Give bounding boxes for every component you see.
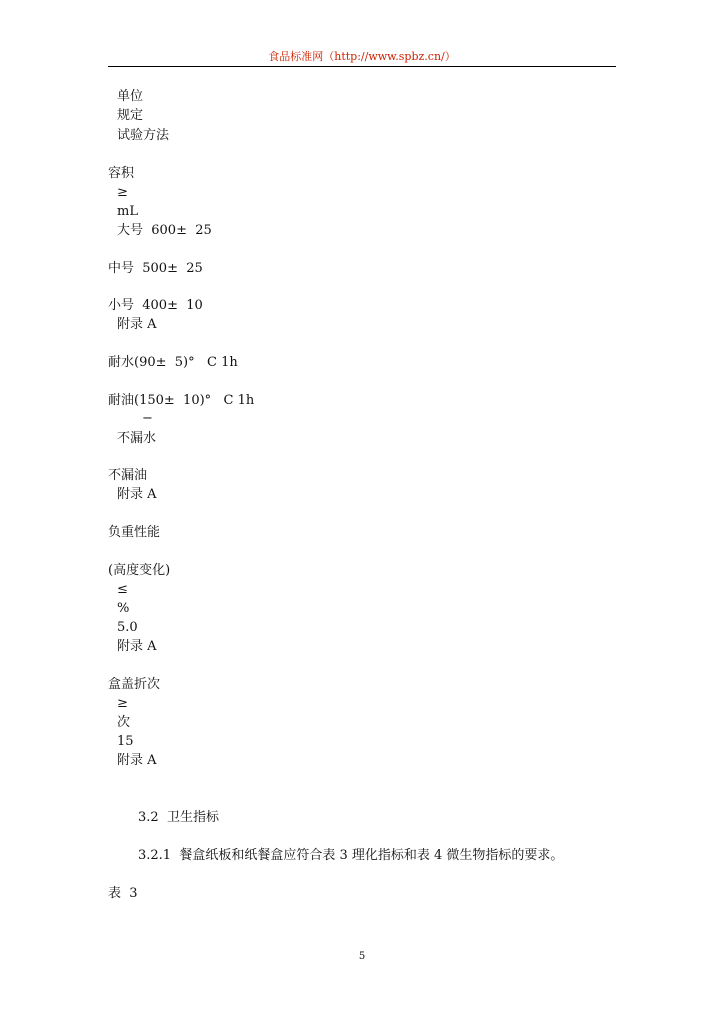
cell-value-5: 5.0 — [117, 620, 138, 635]
page-number: 5 — [358, 951, 366, 962]
cell-unit-ml: mL — [117, 204, 138, 219]
table-3-label: 表 3 — [108, 886, 138, 901]
cell-value-15: 15 — [117, 734, 134, 749]
header-rule — [108, 66, 616, 67]
cell-lte: ≤ — [117, 582, 128, 597]
cell-unit: 单位 — [117, 89, 144, 104]
cell-unit-times: 次 — [117, 715, 131, 730]
row-label-water-resist: 耐水(90± 5)° C 1h — [108, 355, 238, 370]
page-header: 食品标准网（http://www.spbz.cn/） — [268, 50, 456, 63]
cell-gte: ≥ — [117, 696, 128, 711]
row-label-oil-resist: 耐油(150± 10)° C 1h — [108, 393, 255, 408]
section-heading-hygiene: 3.2 卫生指标 — [138, 810, 219, 825]
cell-appendix: 附录 A — [117, 487, 157, 502]
cell-appendix: 附录 A — [117, 317, 157, 332]
row-label-load: 负重性能 — [108, 525, 161, 540]
row-label-lid-fold: 盒盖折次 — [108, 677, 161, 692]
cell-dash: − — [142, 411, 153, 426]
cell-unit-percent: % — [117, 601, 130, 616]
cell-no-water-leak: 不漏水 — [117, 431, 157, 446]
cell-large: 大号 600± 25 — [117, 223, 212, 238]
cell-medium: 中号 500± 25 — [108, 261, 203, 276]
section-paragraph-3-2-1: 3.2.1 餐盒纸板和纸餐盒应符合表 3 理化指标和表 4 微生物指标的要求。 — [138, 848, 564, 863]
row-label-volume: 容积 — [108, 166, 135, 181]
cell-spec: 规定 — [117, 108, 144, 123]
cell-appendix: 附录 A — [117, 753, 157, 768]
cell-small: 小号 400± 10 — [108, 298, 203, 313]
cell-gte: ≥ — [117, 185, 128, 200]
cell-appendix: 附录 A — [117, 639, 157, 654]
row-label-height-change: (高度变化) — [108, 563, 171, 578]
cell-no-oil-leak: 不漏油 — [108, 468, 148, 483]
cell-test-method: 试验方法 — [117, 128, 170, 143]
